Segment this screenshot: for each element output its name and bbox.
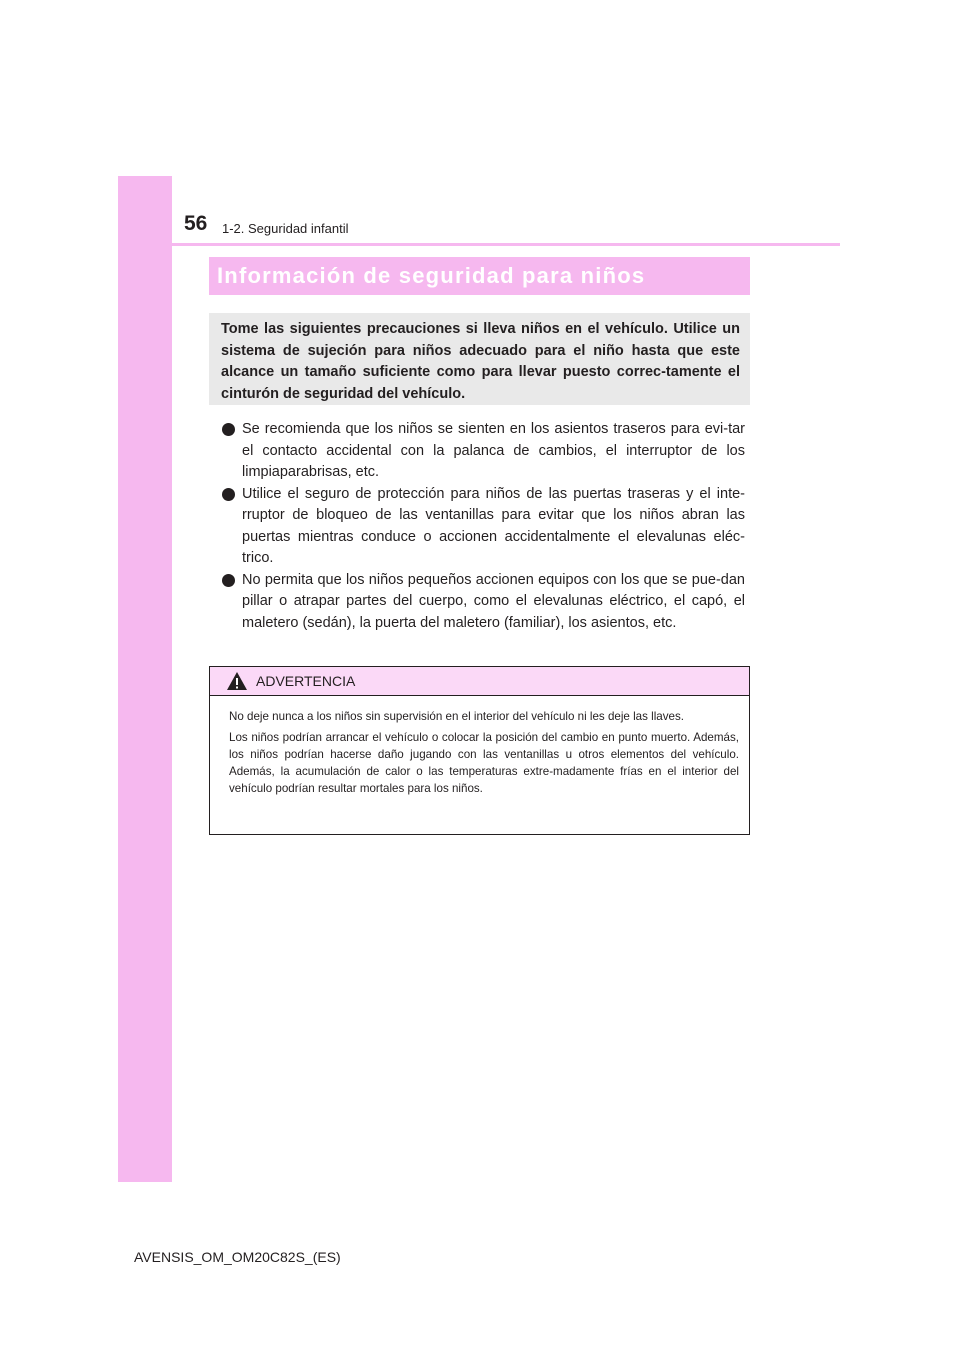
list-item (222, 419, 745, 484)
warning-body (210, 696, 749, 797)
warning-paragraph: Los niños podrían arrancar el vehículo o colocar la posición del cambio en punto muerto. Además, los niños podrían hacerse daño jugando con las ventanillas u otros elementos del vehículo. Además, la acumulación de calor o las temperaturas extre-madamente frías en el interior del vehículo podrían resultar mortales para los niños. (229, 731, 739, 795)
warning-box (209, 666, 750, 835)
section-title-bar (209, 257, 750, 295)
header-rule (118, 243, 840, 246)
warning-heading: ADVERTENCIA (256, 673, 356, 689)
page-number: 56 (184, 212, 208, 235)
list-item-text: Se recomienda que los niños se sienten en los asientos traseros para evi-tar el contacto accidental con la palanca de cambios, el interruptor de los limpiaparabrisas, etc. (242, 421, 745, 480)
footer-code: AVENSIS_OM_OM20C82S_(ES) (134, 1249, 341, 1265)
bullet-icon (222, 488, 235, 501)
warning-header (210, 667, 749, 696)
bullet-icon (222, 423, 235, 436)
warning-triangle-icon (226, 671, 248, 691)
list-item (222, 484, 745, 570)
section-title: Información de seguridad para niños (217, 263, 646, 288)
side-tab-strip (118, 176, 172, 1182)
warning-paragraph: No deje nunca a los niños sin supervisión en el interior del vehículo ni les deje las llaves. (229, 710, 684, 723)
section-label: 1-2. Seguridad infantil (222, 221, 349, 236)
bullet-list (222, 419, 745, 634)
intro-box (209, 313, 750, 405)
list-item (222, 570, 745, 635)
list-item-text: Utilice el seguro de protección para niños de las puertas traseras y el inte-rruptor de bloqueo de las ventanillas para evitar que los niños abran las puertas mientras conduce o accionen accidentalmente el elevalunas eléc-trico. (242, 485, 745, 566)
list-item-text: No permita que los niños pequeños accionen equipos con los que se pue-dan pillar o atrapar partes del cuerpo, como el elevalunas eléctrico, el capó, el maletero (sedán), la puerta del maletero (familiar), los asientos, etc. (242, 571, 745, 631)
bullet-icon (222, 574, 235, 587)
intro-text: Tome las siguientes precauciones si lleva niños en el vehículo. Utilice un sistema de sujeción para niños adecuado para el niño hasta que este alcance un tamaño suficiente como para llevar puesto correc-tamente el cinturón de seguridad del vehículo. (221, 321, 740, 402)
